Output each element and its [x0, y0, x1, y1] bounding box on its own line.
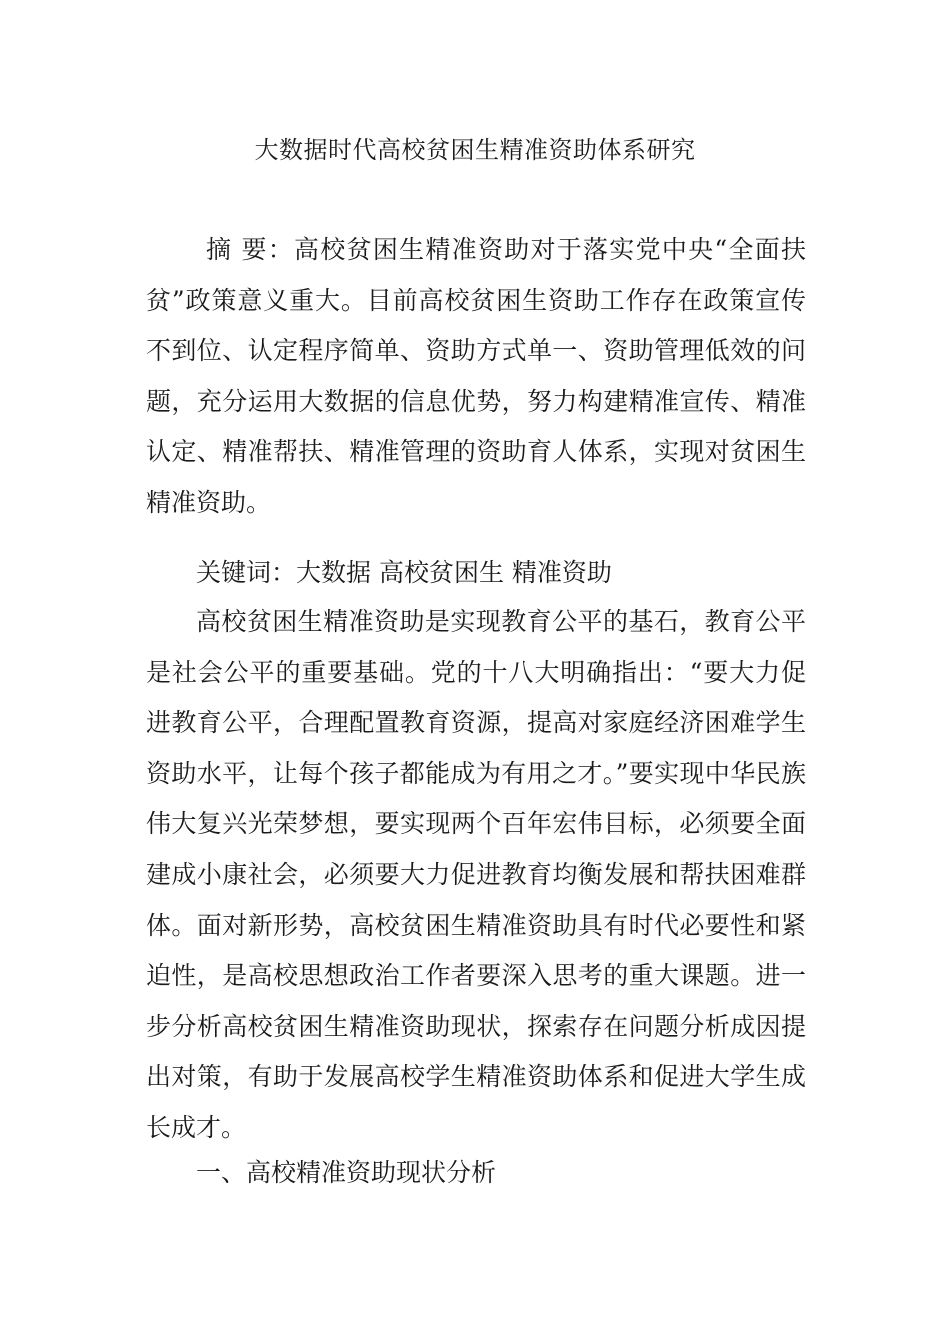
abstract-paragraph: 摘 要：高校贫困生精准资助对于落实党中央“全面扶贫”政策意义重大。目前高校贫困生资助工作存在政策宣传不到位、认定程序简单、资助方式单一、资助管理低效的问题，充分运用大数据的信息优势，努力构建精准宣传、精准认定、精准帮扶、精准管理的资助育人体系，实现对贫困生精准资助。 — [146, 235, 806, 517]
intro-paragraph: 高校贫困生精准资助是实现教育公平的基石，教育公平是社会公平的重要基础。党的十八大明确指出：“要大力促进教育公平，合理配置教育资源，提高对家庭经济困难学生资助水平，让每个孩子都能成为有用之才。”要实现中华民族伟大复兴光荣梦想，要实现两个百年宏伟目标，必须要全面建成小康社会，必须要大力促进教育均衡发展和帮扶困难群体。面对新形势，高校贫困生精准资助具有时代必要性和紧迫性，是高校思想政治工作者要深入思考的重大课题。进一步分析高校贫困生精准资助现状，探索存在问题分析成因提出对策，有助于发展高校学生精准资助体系和促进大学生成长成才。 — [146, 607, 806, 1142]
document-title: 大数据时代高校贫困生精准资助体系研究 — [254, 136, 696, 164]
keywords-line: 关键词：大数据 高校贫困生 精准资助 — [196, 558, 612, 587]
section-heading: 一、高校精准资助现状分析 — [196, 1158, 497, 1187]
